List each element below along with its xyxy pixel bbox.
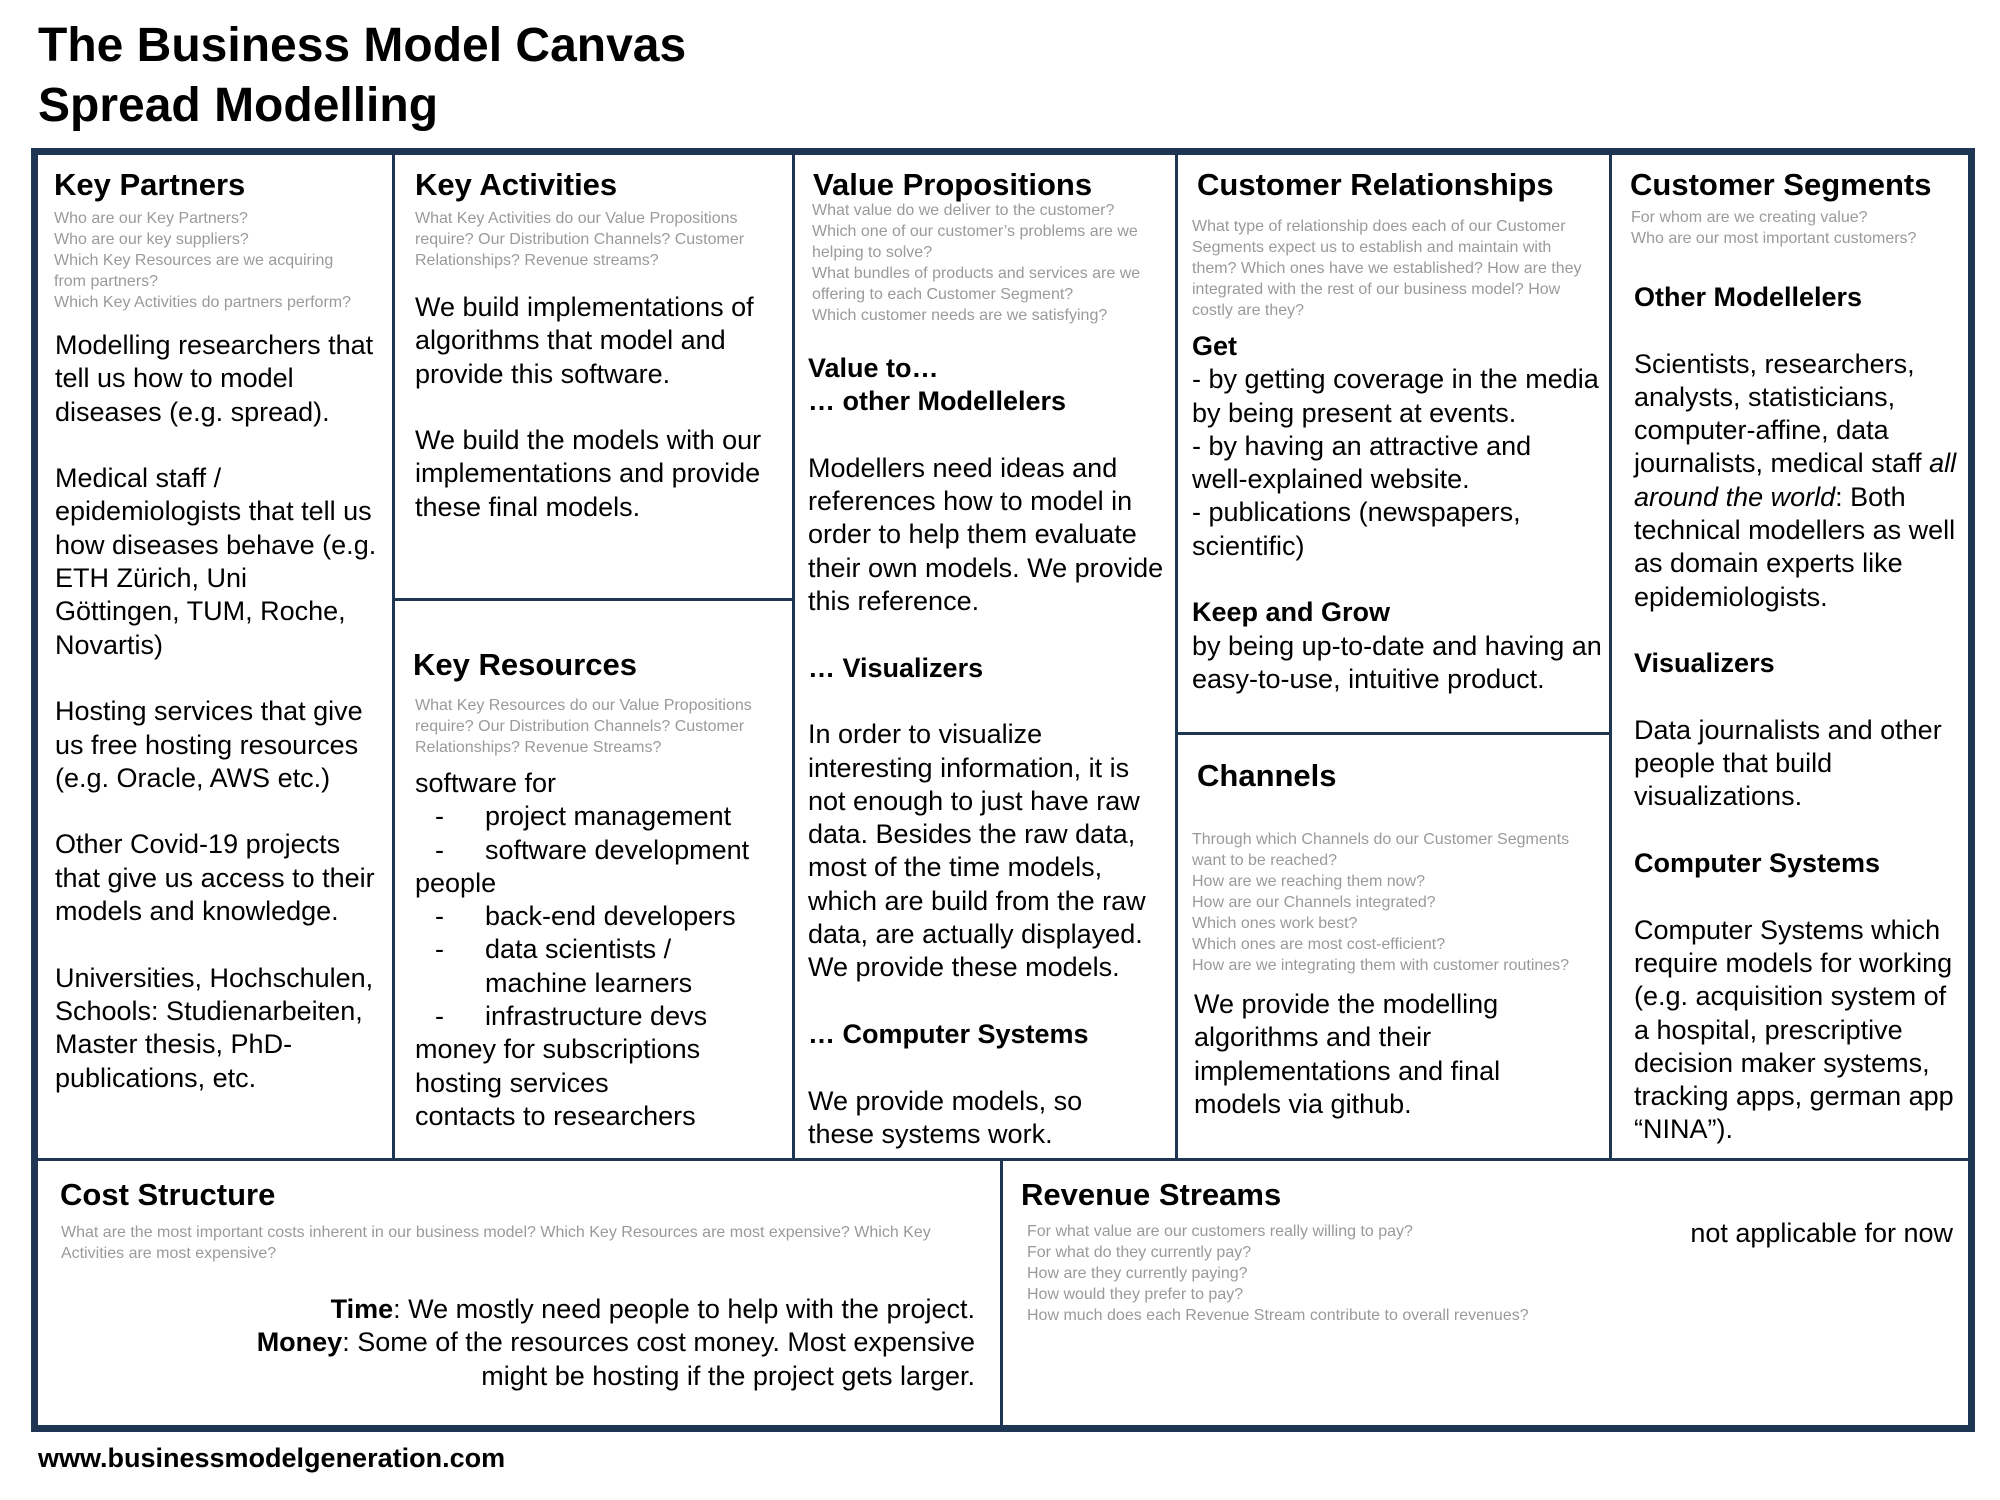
value-propositions-body — [808, 352, 1173, 1151]
resources-hosting: hosting services — [415, 1067, 609, 1098]
revenue-streams-block — [1003, 1161, 1968, 1425]
key-activities-hint: What Key Activities do our Value Propositions require? Our Distribution Channels? Customer Relationships? Revenue streams? — [415, 210, 745, 269]
value-propositions-title: Value Propositions — [813, 167, 1093, 202]
activity-build-implementations: We build implementations of algorithms that model and provide this software. — [415, 292, 754, 389]
list-item: - data scientists / machine learners — [435, 934, 693, 998]
channels-block — [1178, 735, 1609, 1158]
key-partners-block — [38, 155, 392, 1158]
relationships-get-line-1: - by getting coverage in the media by being present at events. — [1192, 364, 1599, 428]
relationships-get-heading: Get — [1192, 331, 1238, 361]
segments-visualizers-text: Data journalists and other people that build visualizations. — [1634, 714, 1942, 812]
partner-universities: Universities, Hochschulen, Schools: Studienarbeiten, Master thesis, PhD-publications, etc. — [55, 962, 374, 1093]
resources-money: money for subscriptions — [415, 1034, 701, 1065]
relationships-get-line-3: - publications (newspapers, scientific) — [1192, 497, 1521, 561]
list-item: - back-end developers — [435, 901, 736, 932]
revenue-streams-body: not applicable for now — [1690, 1218, 1953, 1248]
cost-time: Time: We mostly need people to help with the project. — [330, 1294, 975, 1324]
key-partners-body — [55, 329, 377, 1095]
customer-segments-body — [1634, 281, 1964, 1147]
value-propositions-block — [795, 155, 1175, 1158]
key-resources-hint: What Key Resources do our Value Propositions require? Our Distribution Channels? Customer Relationships? Revenue Streams? — [415, 697, 752, 756]
resources-software-label: software for — [415, 768, 557, 798]
key-activities-body — [415, 291, 787, 524]
customer-relationships-title: Customer Relationships — [1197, 167, 1554, 202]
customer-relationships-block — [1178, 155, 1609, 732]
key-resources-block — [395, 601, 792, 1158]
revenue-streams-title: Revenue Streams — [1021, 1177, 1282, 1212]
title-line-1: The Business Model Canvas — [38, 19, 687, 72]
key-partners-hints: Who are our Key Partners? Who are our key suppliers? Which Key Resources are we acquiring from partners? Which Key Activities do partners perform? — [54, 210, 352, 311]
list-item: - infrastructure devs — [435, 1001, 708, 1032]
list-item: - software development — [435, 834, 750, 865]
resources-contacts: contacts to researchers — [415, 1100, 696, 1131]
cost-structure-title: Cost Structure — [60, 1177, 276, 1212]
cost-structure-hint: What are the most important costs inherent in our business model? Which Key Resources are most expensive? Which Key Activities are most expensive? — [61, 1224, 931, 1262]
key-activities-title: Key Activities — [415, 167, 618, 202]
relationships-keep-text: by being up-to-date and having an easy-to-use, intuitive product. — [1192, 630, 1602, 694]
value-systems-heading: … Computer Systems — [808, 1018, 1089, 1049]
segments-modellers-text: Scientists, researchers, analysts, statisticians, computer-affine, data journalists, medical staff all around the world: Both technical modellers as well as domain experts like epidemiologists. — [1634, 348, 1957, 612]
channels-body: We provide the modelling algorithms and their implementations and final models via github. — [1194, 989, 1501, 1119]
activity-build-models: We build the models with our implementations and provide these final models. — [415, 425, 762, 522]
cost-structure-body — [88, 1293, 975, 1393]
value-propositions-hints: What value do we deliver to the customer? Which one of our customer’s problems are we helping to solve? What bundles of products and services are we offering to each Customer Segment? Which customer needs are we satisfying? — [812, 202, 1141, 324]
key-partners-title: Key Partners — [54, 167, 246, 202]
value-heading: Value to… — [808, 353, 939, 383]
key-resources-title: Key Resources — [413, 647, 638, 682]
partner-modelling-researchers: Modelling researchers that tell us how to model diseases (e.g. spread). — [55, 330, 374, 427]
channels-title: Channels — [1197, 758, 1337, 793]
partner-hosting-services: Hosting services that give us free hosting resources (e.g. Oracle, AWS etc.) — [55, 696, 363, 793]
value-visualizers-text: In order to visualize interesting information, it is not enough to just have raw data. Besides the raw data, most of the time models, which are build from the raw data, are actually displayed. We provide these models. — [808, 719, 1146, 983]
customer-relationships-body — [1192, 330, 1612, 696]
customer-segments-title: Customer Segments — [1630, 167, 1932, 202]
resources-people-label: people — [415, 867, 497, 898]
customer-segments-hints: For whom are we creating value? Who are our most important customers? — [1631, 209, 1917, 247]
segments-modellers-heading: Other Modellelers — [1634, 282, 1863, 312]
relationships-get-line-2: - by having an attractive and well-explained website. — [1192, 430, 1532, 495]
value-other-modellers-heading: … other Modellelers — [808, 386, 1067, 417]
title-line-2: Spread Modelling — [38, 79, 439, 132]
key-resources-body — [415, 767, 791, 1133]
value-systems-text: We provide models, so these systems work. — [808, 1085, 1083, 1149]
segments-systems-text: Computer Systems which require models for working (e.g. acquisition system of a hospital, prescriptive decision maker systems, tracking apps, german app “NINA”). — [1634, 914, 1954, 1145]
value-visualizers-heading: … Visualizers — [808, 652, 984, 683]
customer-relationships-hint: What type of relationship does each of our Customer Segments expect us to establish and maintain with them? Which ones have we established? How are they integrated with the rest of our business model? How costly are they? — [1192, 218, 1582, 319]
partner-covid-projects: Other Covid-19 projects that give us access to their models and knowledge. — [55, 829, 375, 927]
relationships-keep-heading: Keep and Grow — [1192, 597, 1391, 628]
cost-money: Money: Some of the resources cost money. Most expensive might be hosting if the project gets larger. — [256, 1327, 975, 1391]
segments-systems-heading: Computer Systems — [1634, 848, 1881, 879]
footer-url[interactable]: www.businessmodelgeneration.com — [38, 1443, 506, 1473]
value-modellers-text: Modellers need ideas and references how to model in order to help them evaluate their own models. We provide this reference. — [808, 452, 1164, 617]
page-title — [38, 16, 686, 136]
revenue-streams-hints: For what value are our customers really willing to pay? For what do they currently pay? How are they currently paying? How would they prefer to pay? How much does each Revenue Stream contribute to overall revenues? — [1027, 1223, 1529, 1324]
cost-structure-block — [38, 1161, 1000, 1425]
partner-medical-staff: Medical staff / epidemiologists that tell us how diseases behave (e.g. ETH Zürich, Uni Göttingen, TUM, Roche, Novartis) — [55, 463, 377, 660]
key-activities-block — [395, 155, 792, 598]
channels-hints: Through which Channels do our Customer Segments want to be reached? How are we reaching them now? How are our Channels integrated? Which ones work best? Which ones are most cost-efficient? How are we integrating them with customer routines? — [1192, 831, 1570, 974]
customer-segments-block — [1612, 155, 1968, 1158]
segments-visualizers-heading: Visualizers — [1634, 648, 1775, 679]
list-item: - project management — [435, 801, 732, 832]
